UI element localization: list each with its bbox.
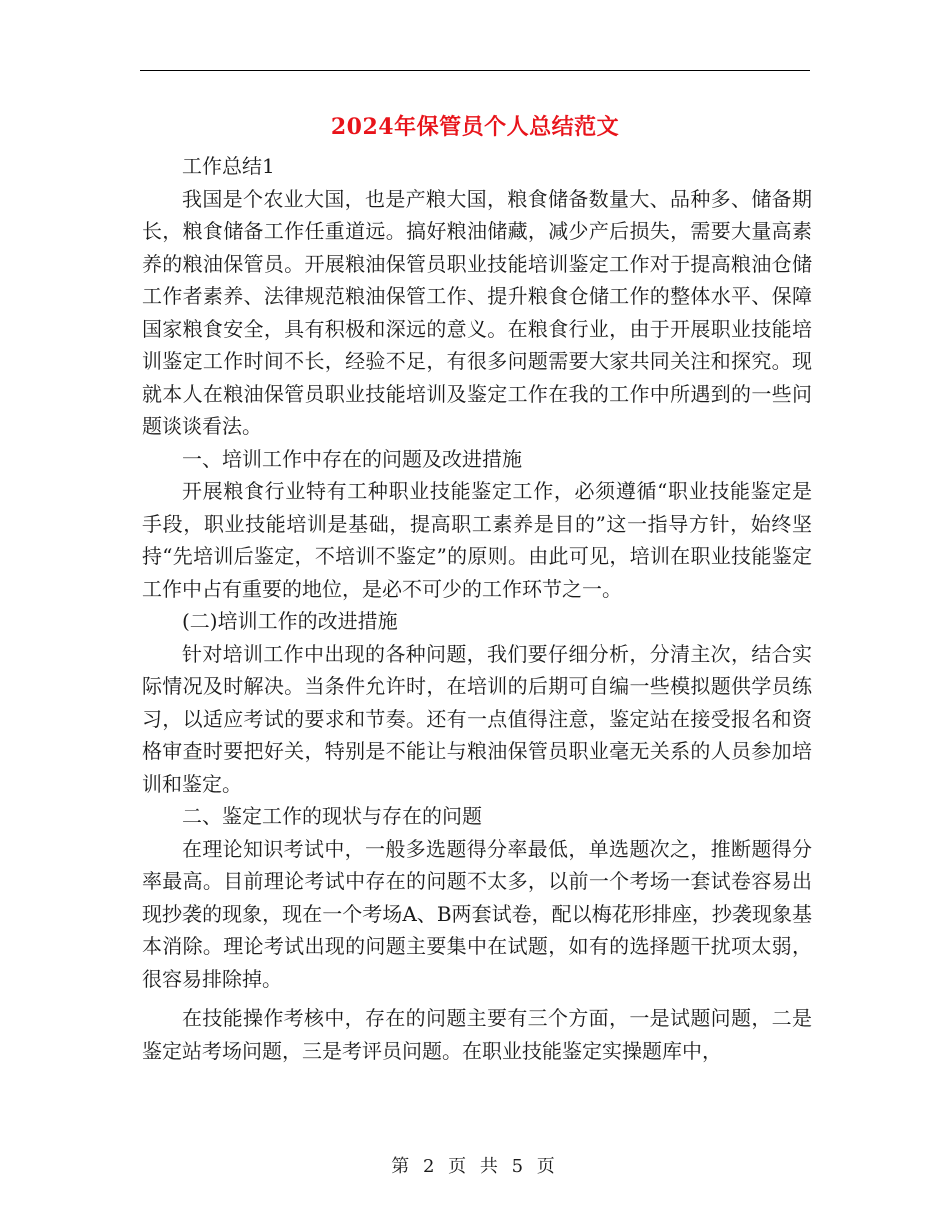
paragraph: 在理论知识考试中，一般多选题得分率最低，单选题次之，推断题得分率最高。目前理论考试中存在的问题不太多，以前一个考场一套试卷容易出现抄袭的现象，现在一个考场A、B两套试卷，配以梅花形排座，抄袭现象基本消除。理论考试出现的问题主要集中在试题，如有的选择题干扰项太弱，很容易排除掉。 xyxy=(142,836,812,991)
document-title: 2024年保管员个人总结范文 xyxy=(330,114,620,140)
paragraph: 我国是个农业大国，也是产粮大国，粮食储备数量大、品种多、储备期长，粮食储备工作任重道远。搞好粮油储藏，减少产后损失，需要大量高素养的粮油保管员。开展粮油保管员职业技能培训鉴定工作对于提高粮油仓储工作者素养、法律规范粮油保管工作、提升粮食仓储工作的整体水平、保障国家粮食安全，具有积极和深远的意义。在粮食行业，由于开展职业技能培训鉴定工作时间不长，经验不足，有很多问题需要大家共同关注和探究。现就本人在粮油保管员职业技能培训及鉴定工作在我的工作中所遇到的一些问题谈谈看法。 xyxy=(142,186,812,438)
header-rule xyxy=(140,70,810,71)
section-heading: 一、培训工作中存在的问题及改进措施 xyxy=(182,446,522,471)
section-heading: 二、鉴定工作的现状与存在的问题 xyxy=(182,804,482,828)
paragraph: 开展粮食行业特有工种职业技能鉴定工作，必须遵循“职业技能鉴定是手段，职业技能培训是基础，提高职工素养是目的”这一指导方针，始终坚持“先培训后鉴定，不培训不鉴定”的原则。由此可见，培训在职业技能鉴定工作中占有重要的地位，是必不可少的工作环节之一。 xyxy=(142,479,812,601)
section-heading: (二)培训工作的改进措施 xyxy=(182,609,398,633)
document-body xyxy=(142,150,812,1067)
page-number-footer: 第 2 页 共 5 页 xyxy=(391,1156,559,1177)
paragraph: 针对培训工作中出现的各种问题，我们要仔细分析，分清主次，结合实际情况及时解决。当条件允许时，在培训的后期可自编一些模拟题供学员练习，以适应考试的要求和节奏。还有一点值得注意，鉴定站在接受报名和资格审查时要把好关，特别是不能让与粮油保管员职业毫无关系的人员参加培训和鉴定。 xyxy=(142,641,812,796)
paragraph: 在技能操作考核中，存在的问题主要有三个方面，一是试题问题，二是鉴定站考场问题，三是考评员问题。在职业技能鉴定实操题库中， xyxy=(142,1006,812,1063)
section-heading: 工作总结1 xyxy=(182,154,275,178)
